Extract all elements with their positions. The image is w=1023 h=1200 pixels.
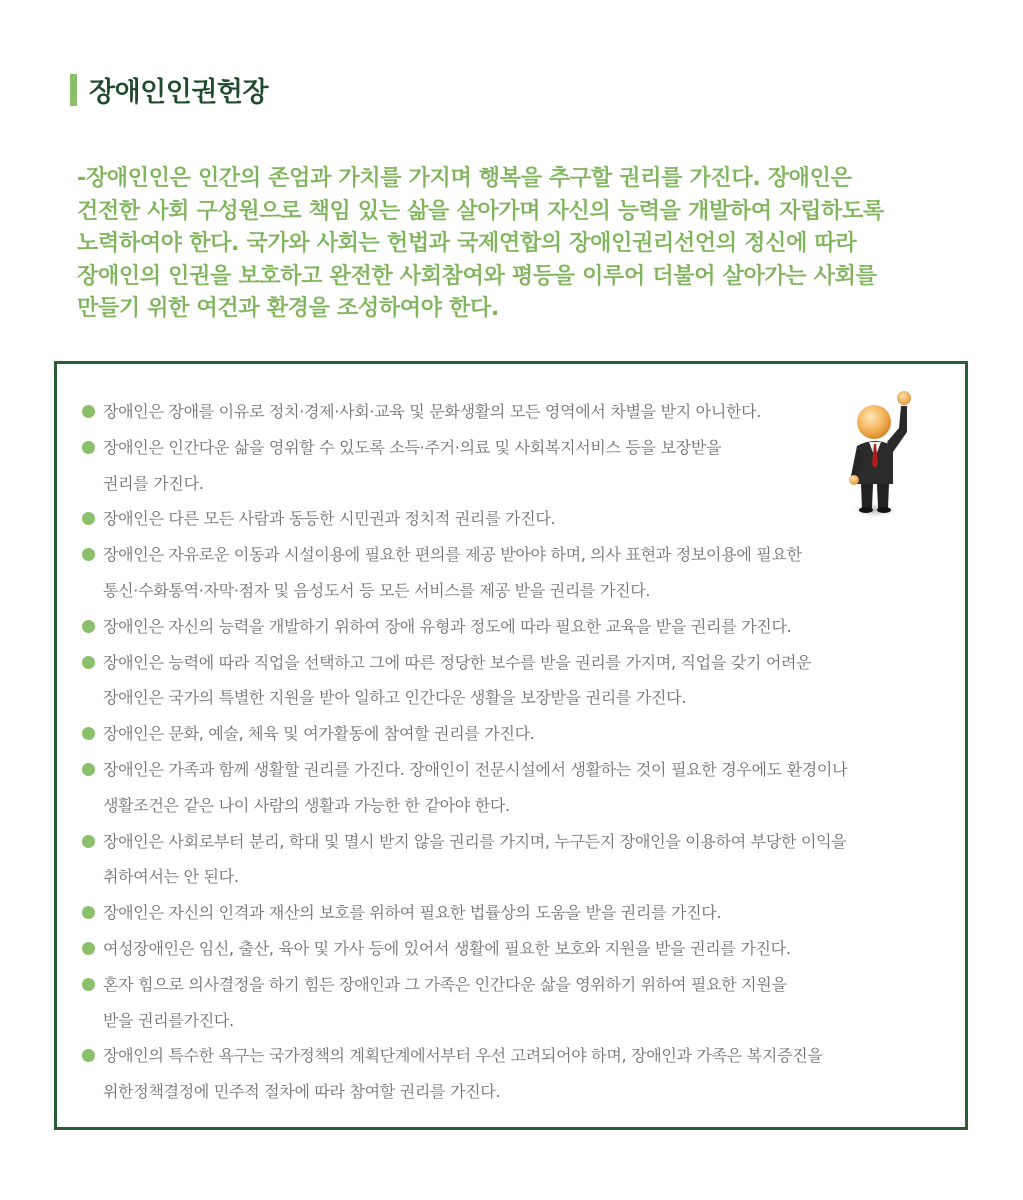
list-item-text: 장애인은 능력에 따라 직업을 선택하고 그에 따른 정당한 보수를 받을 권리를 가지며, 직업을 갖기 어려운 장애인은 국가의 특별한 지원을 받아 일하고 인간다운 생활을 보장받을 권리를 가진다. bbox=[103, 652, 812, 708]
page-header bbox=[70, 70, 268, 109]
bullet-icon bbox=[82, 656, 95, 669]
bullet-icon bbox=[82, 978, 95, 991]
list-item bbox=[82, 537, 962, 609]
bullet-icon bbox=[82, 548, 95, 561]
bullet-icon bbox=[82, 1049, 95, 1062]
list-item bbox=[82, 430, 962, 502]
list-item bbox=[82, 609, 962, 645]
list-item bbox=[82, 501, 962, 537]
bullet-icon bbox=[82, 441, 95, 454]
bullet-icon bbox=[82, 727, 95, 740]
list-item bbox=[82, 645, 962, 717]
list-item-text: 장애인은 자신의 인격과 재산의 보호를 위하여 필요한 법률상의 도움을 받을 권리를 가진다. bbox=[103, 903, 722, 923]
list-item bbox=[82, 394, 962, 430]
charter-item-list bbox=[82, 394, 962, 1110]
page-title: 장애인인권헌장 bbox=[89, 77, 269, 108]
list-item-text: 혼자 힘으로 의사결정을 하기 힘든 장애인과 그 가족은 인간다운 삶을 영위하기 위하여 필요한 지원을 받을 권리를가진다. bbox=[103, 974, 787, 1030]
list-item-text: 장애인은 사회로부터 분리, 학대 및 멸시 받지 않을 권리를 가지며, 누구든지 장애인을 이용하여 부당한 이익을 취하여서는 안 된다. bbox=[103, 831, 847, 887]
bullet-icon bbox=[82, 763, 95, 776]
charter-items-box bbox=[54, 361, 968, 1130]
list-item-text: 장애인은 자신의 능력을 개발하기 위하여 장애 유형과 정도에 따라 필요한 교육을 받을 권리를 가진다. bbox=[103, 616, 792, 636]
bullet-icon bbox=[82, 906, 95, 919]
list-item-text: 장애인은 다른 모든 사람과 동등한 시민권과 정치적 권리를 가진다. bbox=[103, 509, 556, 529]
list-item-text: 장애인은 가족과 함께 생활할 권리를 가진다. 장애인이 전문시설에서 생활하는 것이 필요한 경우에도 환경이나 생활조건은 같은 나이 사람의 생활과 가능한 한 같아야 한다. bbox=[103, 759, 848, 815]
list-item bbox=[82, 752, 962, 824]
list-item bbox=[82, 824, 962, 896]
bullet-icon bbox=[82, 512, 95, 525]
list-item bbox=[82, 716, 962, 752]
businessman-raising-hand-icon bbox=[847, 384, 917, 524]
list-item-text: 장애인은 문화, 예술, 체육 및 여가활동에 참여할 권리를 가진다. bbox=[103, 724, 535, 744]
list-item bbox=[82, 1038, 962, 1110]
bullet-icon bbox=[82, 405, 95, 418]
list-item-text: 장애인은 자유로운 이동과 시설이용에 필요한 편의를 제공 받아야 하며, 의사 표현과 정보이용에 필요한 통신·수화통역·자막·점자 및 음성도서 등 모든 서비스를 제공 받을 권리를 가진다. bbox=[103, 545, 802, 600]
list-item-text: 장애인은 인간다운 삶을 영위할 수 있도록 소득·주거·의료 및 사회복지서비스 등을 보장받을 권리를 가진다. bbox=[103, 437, 722, 493]
list-item-text: 여성장애인은 임신, 출산, 육아 및 가사 등에 있어서 생활에 필요한 보호와 지원을 받을 권리를 가진다. bbox=[103, 938, 791, 958]
bullet-icon bbox=[82, 942, 95, 955]
bullet-icon bbox=[82, 835, 95, 848]
intro-paragraph: -장애인인은 인간의 존엄과 가치를 가지며 행복을 추구할 권리를 가진다. 장애인은 건전한 사회 구성원으로 책임 있는 삶을 살아가며 자신의 능력을 개발하여 자립하도록 노력하여야 한다. 국가와 사회는 헌법과 국제연합의 장애인권리선언의 정신에 따라 장애인의 인권을 보호하고 완전한 사회참여와 평등을 이루어 더불어 살아가는 사회를 만들기 위한 여건과 환경을 조성하여야 한다. bbox=[77, 166, 884, 321]
list-item bbox=[82, 931, 962, 967]
list-item-text: 장애인은 장애를 이유로 정치·경제·사회·교육 및 문화생활의 모든 영역에서 차별을 받지 아니한다. bbox=[103, 402, 762, 421]
list-item bbox=[82, 895, 962, 931]
bullet-icon bbox=[82, 620, 95, 633]
title-accent-bar bbox=[70, 74, 77, 106]
list-item bbox=[82, 967, 962, 1039]
list-item-text: 장애인의 특수한 욕구는 국가정책의 계획단계에서부터 우선 고려되어야 하며, 장애인과 가족은 복지증진을 위한정책결정에 민주적 절차에 따라 참여할 권리를 가진다. bbox=[103, 1046, 823, 1102]
